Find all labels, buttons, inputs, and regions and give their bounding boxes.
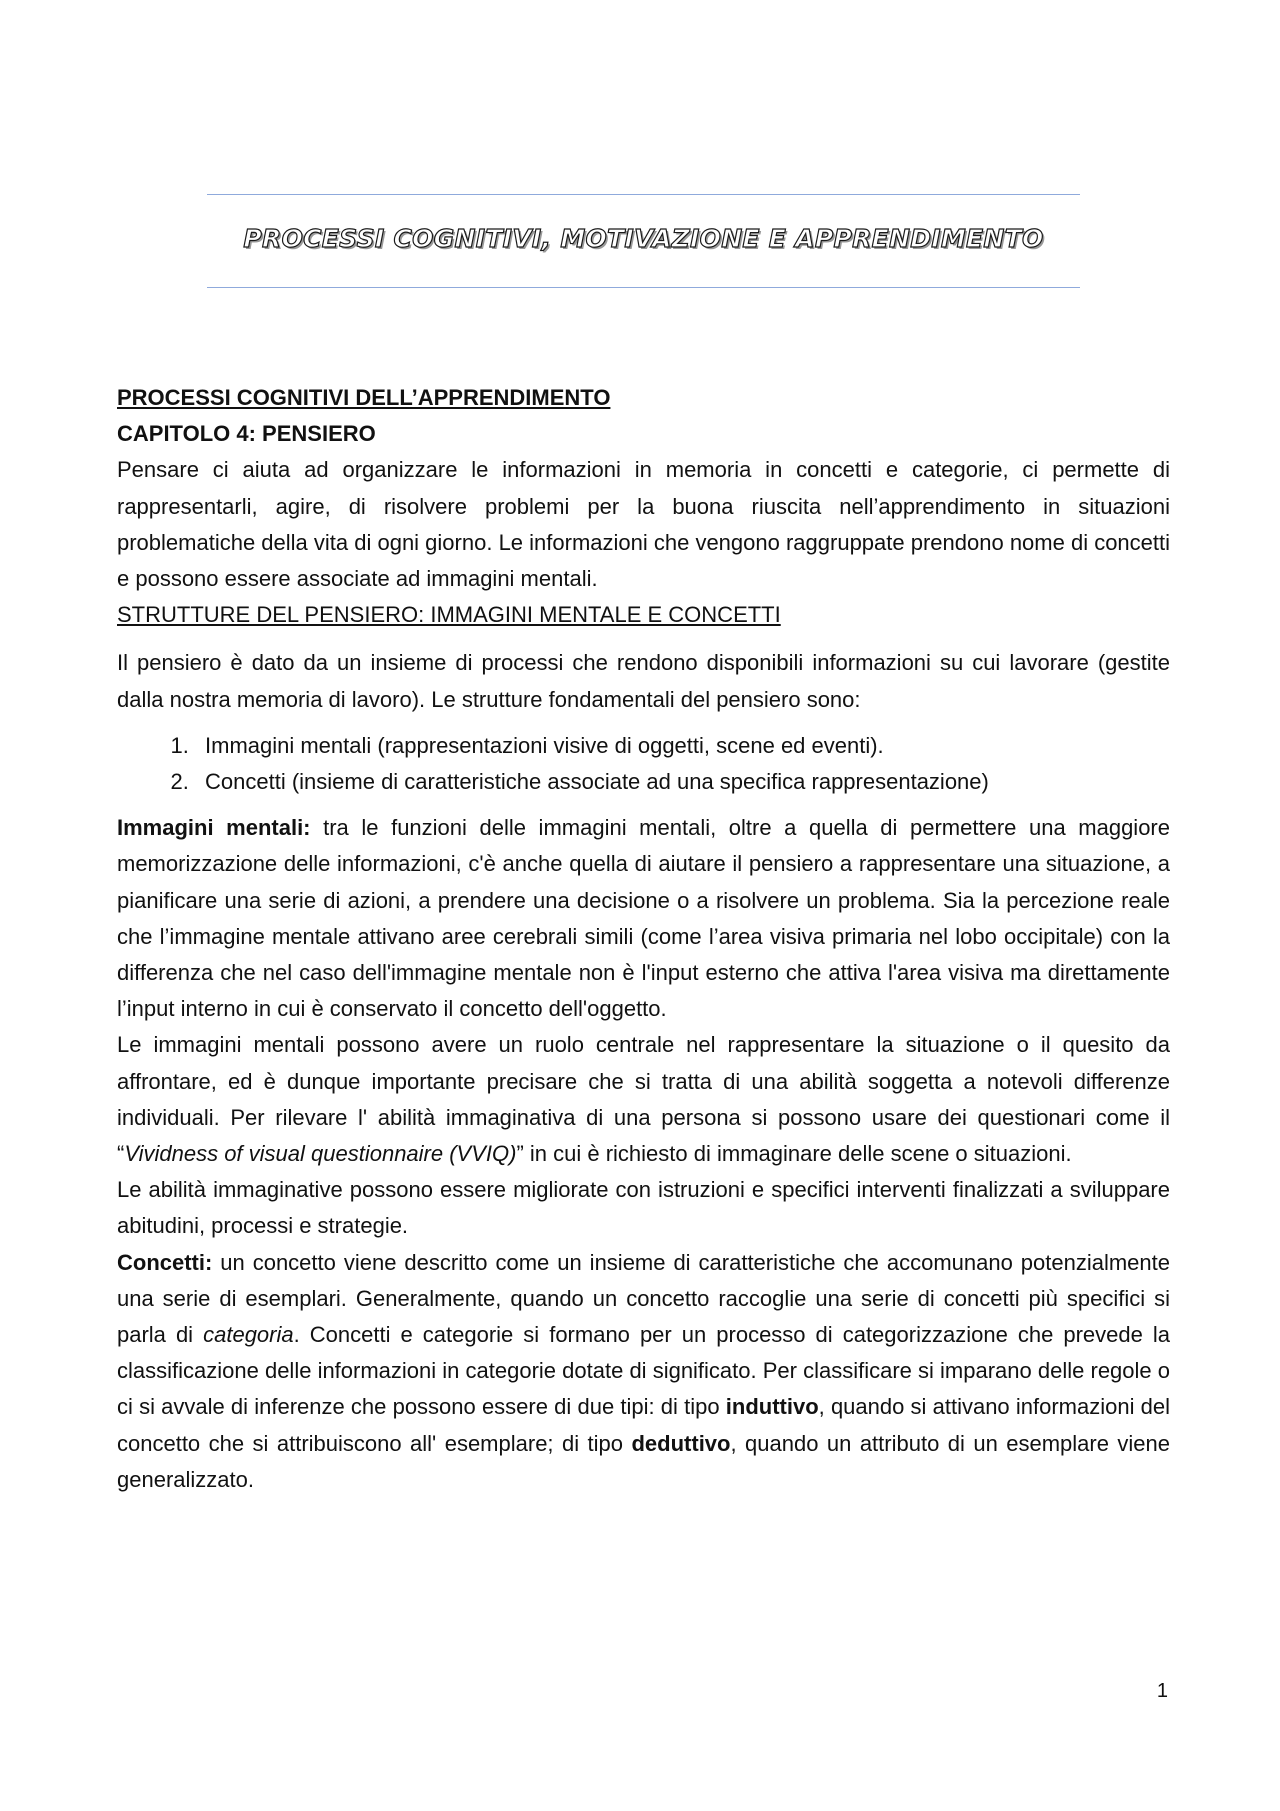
ruolo-text-before: Le immagini mentali possono avere un ruolo centrale nel rappresentare la situazione o il quesito da affrontare, ed è dunque importante precisare che si tratta di una abilità soggetta a notevoli differenze individuali. Per rilevare l' abilità immaginativa di una persona si possono usare dei questionari come il “ — [117, 1032, 1170, 1167]
concetti-text-2: . Concetti e categorie si formano per un processo di categorizzazione che prevede la classificazione delle informazioni in categorie dotate di significato. Per classificare si imparano delle regole o ci si avvale di inferenze che possono essere di due tipi: di tipo — [117, 1322, 1170, 1420]
immagini-ruolo-paragraph — [117, 1027, 1170, 1172]
list-item: 1. Immagini mentali (rappresentazioni visive di oggetti, scene ed eventi). — [195, 728, 1170, 764]
concetti-text-4: , quando un attributo di un esemplare viene generalizzato. — [117, 1430, 1171, 1492]
structures-paragraph: Il pensiero è dato da un insieme di processi che rendono disponibili informazioni su cui lavorare (gestite dalla nostra memoria di lavoro). Le strutture fondamentali del pensiero sono: — [117, 650, 1170, 712]
concetti-text-1: un concetto viene descritto come un insieme di caratteristiche che accomunano potenzialmente una serie di esemplari. Generalmente, quando un concetto raccoglie una serie di concetti più specifici si parla di — [117, 1249, 1170, 1348]
subheading-structures: STRUTTURE DEL PENSIERO: IMMAGINI MENTALE E CONCETTI — [117, 602, 781, 628]
concetti-label: Concetti: — [117, 1249, 213, 1275]
immagini-label: Immagini mentali: — [117, 815, 311, 841]
immagini-paragraph — [117, 810, 1170, 1027]
page-number: 1 — [1156, 1680, 1168, 1702]
chapter-heading: CAPITOLO 4: PENSIERO — [117, 421, 376, 447]
vviq-title: Vividness of visual questionnaire (VVIQ) — [124, 1141, 517, 1167]
title-bottom-rule — [207, 287, 1080, 288]
immagini-text: tra le funzioni delle immagini mentali, oltre a quella di permettere una maggiore memorizzazione delle informazioni, c'è anche quella di aiutare il pensiero a rappresentare una situazione, a pianificare una serie di azioni, a prendere una decisione o a risolvere un problema. Sia la percezione reale che l’immagine mentale attivano aree cerebrali simili (come l’area visiva primaria nel lobo occipitale) con la differenza che nel caso dell'immagine mentale non è l'input esterno che attiva l'area visiva ma direttamente l’input interno in cui è conservato il concetto dell'oggetto. — [117, 815, 1170, 1022]
ruolo-text-after: ” in cui è richiesto di immaginare delle scene o situazioni. — [516, 1141, 1072, 1167]
concetti-paragraph — [117, 1245, 1170, 1498]
categoria-term: categoria — [203, 1322, 294, 1348]
intro-paragraph: Pensare ci aiuta ad organizzare le informazioni in memoria in concetti e categorie, ci permette di rappresentarli, agire, di risolvere problemi per la buona riuscita nell’apprendimento in situazioni problematiche della vita di ogni giorno. Le informazioni che vengono raggruppate prendono nome di concetti e possono essere associate ad immagini mentali. — [117, 457, 1171, 592]
structures-list — [117, 728, 1170, 800]
title-top-rule — [207, 194, 1080, 195]
list-item: 2. Concetti (insieme di caratteristiche associate ad una specifica rappresentazione) — [195, 764, 1170, 800]
document-body — [117, 380, 1170, 1498]
document-title: PROCESSI COGNITIVI, MOTIVAZIONE E APPRENDIMENTO — [243, 224, 1044, 253]
deduttivo-term: deduttivo — [631, 1430, 731, 1456]
concetti-text-3: , quando si attivano informazioni del concetto che si attribuiscono all' esemplare; di tipo — [117, 1394, 1170, 1456]
section-heading: PROCESSI COGNITIVI DELL’APPRENDIMENTO — [117, 385, 611, 410]
induttivo-term: induttivo — [725, 1394, 819, 1420]
abilita-paragraph: Le abilità immaginative possono essere migliorate con istruzioni e specifici interventi finalizzati a sviluppare abitudini, processi e strategie. — [117, 1177, 1170, 1239]
title-block — [207, 194, 1080, 290]
